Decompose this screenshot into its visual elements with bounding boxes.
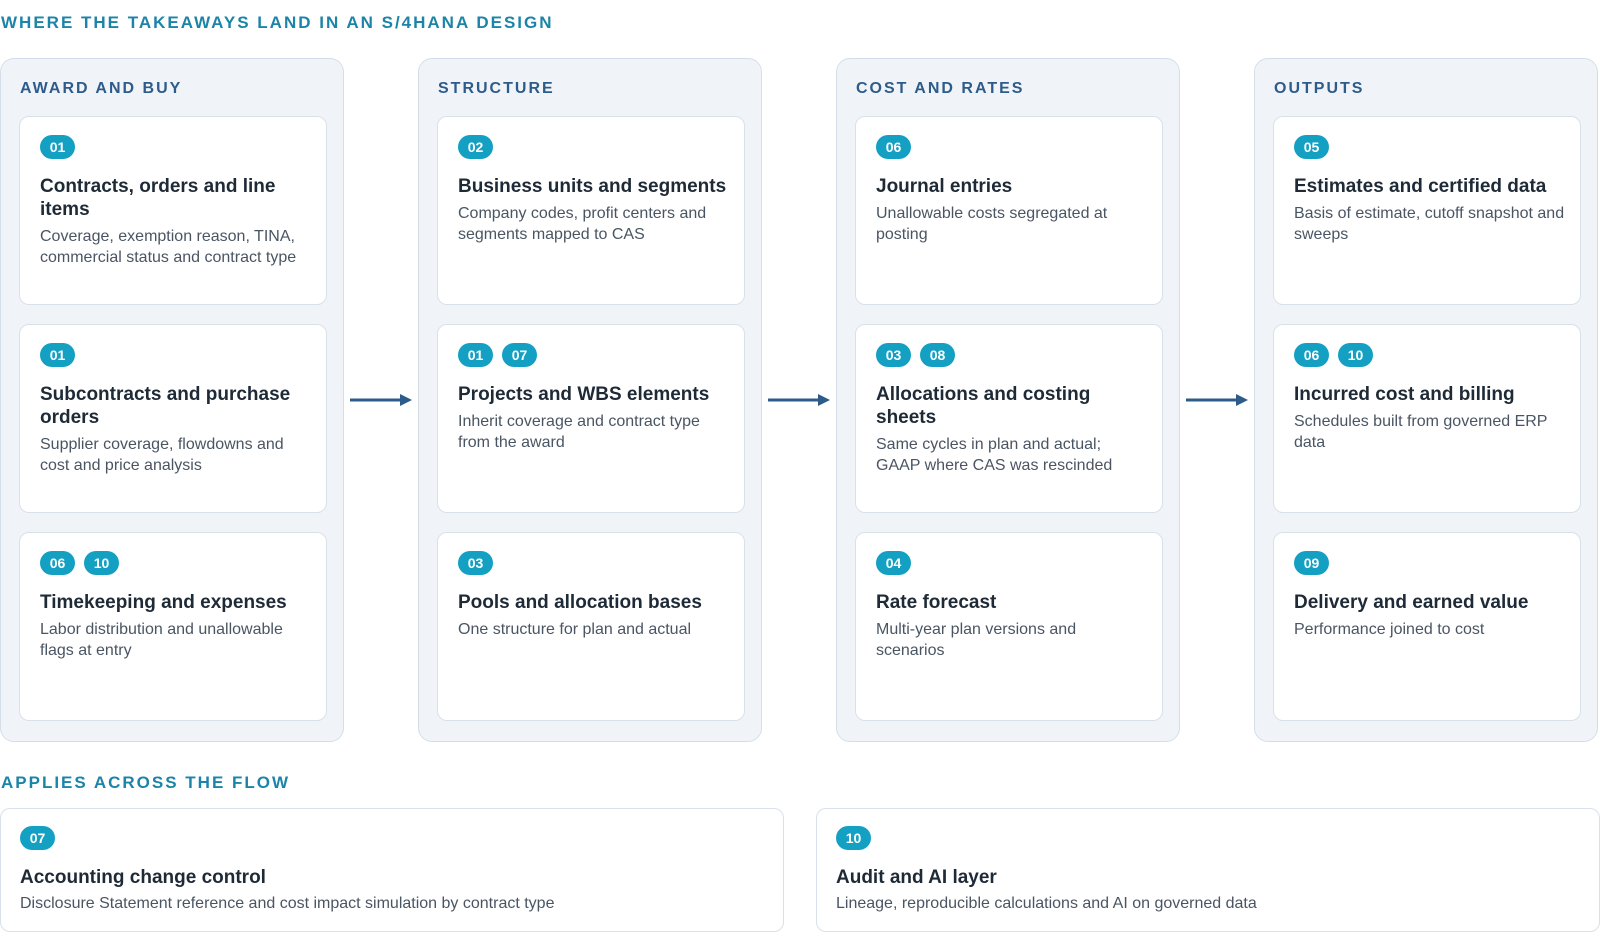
card-title: Timekeeping and expenses — [40, 592, 287, 613]
card-estimates — [1273, 116, 1581, 305]
card-title: Subcontracts and purchase orders — [40, 384, 291, 428]
flow-arrow-icon — [1184, 393, 1250, 407]
card-title: Incurred cost and billing — [1294, 384, 1515, 405]
column-cost-and-rates — [836, 58, 1180, 742]
takeaway-badge: 10 — [836, 826, 871, 850]
card-title: Audit and AI layer — [836, 867, 997, 888]
takeaway-badge: 03 — [876, 343, 911, 367]
column-award-and-buy — [0, 58, 344, 742]
card-business-units — [437, 116, 745, 305]
card-timekeeping — [19, 532, 327, 721]
takeaway-badge: 01 — [40, 135, 75, 159]
flow-arrow-icon — [766, 393, 832, 407]
card-title: Pools and allocation bases — [458, 592, 702, 613]
takeaway-badge: 01 — [458, 343, 493, 367]
card-description: Performance joined to cost — [1294, 621, 1485, 638]
column-structure — [418, 58, 762, 742]
card-contracts-orders — [19, 116, 327, 305]
card-description: Unallowable costs segregated at posting — [876, 205, 1108, 243]
card-description: Schedules built from governed ERP data — [1294, 413, 1548, 451]
badge-group — [876, 343, 955, 367]
card-title: Contracts, orders and line items — [40, 176, 276, 220]
card-description: Supplier coverage, flowdowns and cost and price analysis — [40, 436, 284, 474]
badge-group — [458, 343, 537, 367]
badge-group — [20, 826, 55, 850]
badge-group — [836, 826, 871, 850]
column-outputs — [1254, 58, 1598, 742]
badge-group — [40, 343, 75, 367]
card-title: Allocations and costing sheets — [876, 384, 1091, 428]
takeaway-badge: 09 — [1294, 551, 1329, 575]
section-title-across: APPLIES ACROSS THE FLOW — [1, 773, 291, 792]
card-pools — [437, 532, 745, 721]
column-heading: COST AND RATES — [856, 80, 1025, 97]
card-incurred-cost — [1273, 324, 1581, 513]
card-accounting-change-control — [0, 808, 784, 932]
badge-group — [458, 551, 493, 575]
card-description: Basis of estimate, cutoff snapshot and sweeps — [1294, 205, 1565, 243]
card-title: Delivery and earned value — [1294, 592, 1529, 613]
card-rate-forecast — [855, 532, 1163, 721]
takeaway-badge: 04 — [876, 551, 911, 575]
card-title: Accounting change control — [20, 867, 266, 888]
card-journal-entries — [855, 116, 1163, 305]
card-description: Labor distribution and unallowable flags at entry — [40, 621, 283, 659]
card-description: Disclosure Statement reference and cost impact simulation by contract type — [20, 895, 555, 912]
takeaway-badge: 10 — [1338, 343, 1373, 367]
badge-group — [458, 135, 493, 159]
card-description: Inherit coverage and contract type from the award — [458, 413, 700, 451]
takeaway-badge: 03 — [458, 551, 493, 575]
takeaway-badge: 01 — [40, 343, 75, 367]
column-heading: AWARD AND BUY — [20, 80, 183, 97]
takeaway-badge: 05 — [1294, 135, 1329, 159]
takeaway-badge: 06 — [876, 135, 911, 159]
badge-group — [876, 551, 911, 575]
badge-group — [1294, 551, 1329, 575]
badge-group — [40, 135, 75, 159]
takeaway-badge: 06 — [1294, 343, 1329, 367]
card-subcontracts — [19, 324, 327, 513]
badge-group — [1294, 135, 1329, 159]
takeaway-badge: 06 — [40, 551, 75, 575]
takeaway-badge: 08 — [920, 343, 955, 367]
card-audit-ai-layer — [816, 808, 1600, 932]
diagram-title: WHERE THE TAKEAWAYS LAND IN AN S/4HANA DESIGN — [1, 13, 554, 32]
card-title: Business units and segments — [458, 176, 727, 197]
takeaway-badge: 02 — [458, 135, 493, 159]
card-allocations — [855, 324, 1163, 513]
card-title: Estimates and certified data — [1294, 176, 1547, 197]
badge-group — [876, 135, 911, 159]
takeaway-badge: 10 — [84, 551, 119, 575]
takeaway-badge: 07 — [20, 826, 55, 850]
card-description: One structure for plan and actual — [458, 621, 692, 638]
badge-group — [40, 551, 119, 575]
card-title: Projects and WBS elements — [458, 384, 710, 405]
column-heading: STRUCTURE — [438, 80, 555, 97]
card-description: Multi-year plan versions and scenarios — [876, 621, 1077, 659]
card-description: Company codes, profit centers and segments mapped to CAS — [458, 205, 707, 243]
column-heading: OUTPUTS — [1274, 80, 1365, 97]
card-delivery — [1273, 532, 1581, 721]
card-projects-wbs — [437, 324, 745, 513]
badge-group — [1294, 343, 1373, 367]
card-description: Lineage, reproducible calculations and AI on governed data — [836, 895, 1257, 912]
card-title: Journal entries — [876, 176, 1013, 197]
flow-arrow-icon — [348, 393, 414, 407]
card-title: Rate forecast — [876, 592, 997, 613]
takeaway-badge: 07 — [502, 343, 537, 367]
card-description: Same cycles in plan and actual; GAAP where CAS was rescinded — [876, 436, 1113, 474]
card-description: Coverage, exemption reason, TINA, commercial status and contract type — [40, 228, 297, 266]
